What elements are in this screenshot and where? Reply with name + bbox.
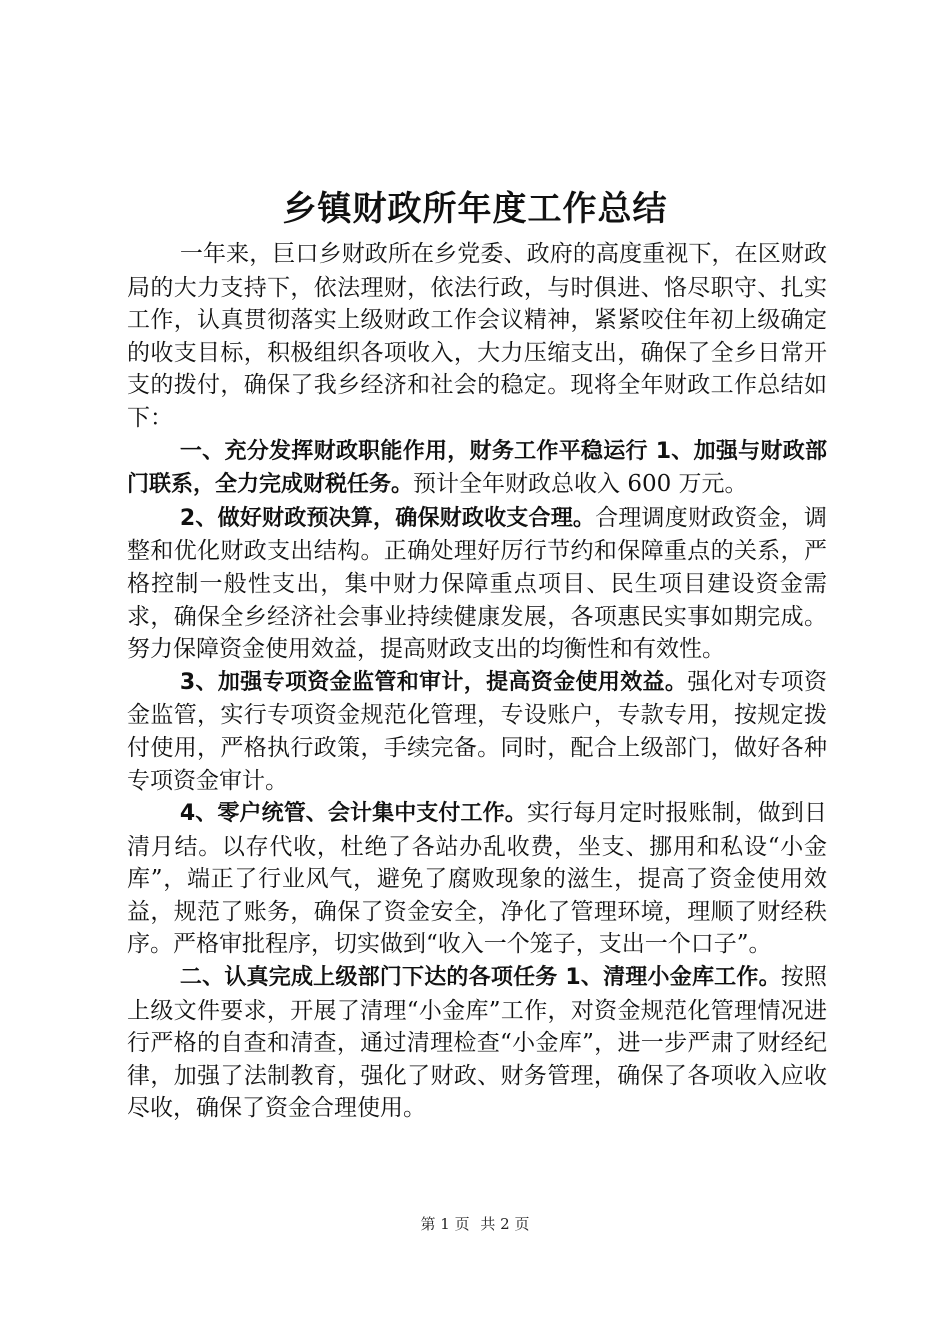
paragraph-heading: 2、做好财政预决算，确保财政收支合理。 [179, 505, 596, 531]
document-body [127, 238, 827, 1125]
paragraph-section-1-item-4 [127, 797, 827, 961]
paragraph-heading: 3、加强专项资金监管和审计，提高资金使用效益。 [179, 669, 688, 695]
page-number: 第 1 页 [420, 1215, 470, 1233]
paragraph-heading: 4、零户统管、会计集中支付工作。 [179, 801, 527, 827]
paragraph-text: 按照上级文件要求，开展了清理“小金库”工作，对资金规范化管理情况进行严格的自查和清查，通过清理检查“小金库”，进一步严肃了财经纪律，加强了法制教育，强化了财政、财务管理，确保了各项收入应收尽收，确保了资金合理使用。 [127, 964, 828, 1122]
paragraph-section-1-item-3 [127, 666, 827, 797]
document-title: 乡镇财政所年度工作总结 [282, 189, 668, 229]
paragraph-text: 合理调度财政资金，调整和优化财政支出结构。正确处理好厉行节约和保障重点的关系，严格控制一般性支出，集中财力保障重点项目、民生项目建设资金需求，确保全乡经济社会事业持续健康发展，各项惠民实事如期完成。努力保障资金使用效益，提高财政支出的均衡性和有效性。 [127, 504, 828, 663]
page-footer [0, 1214, 950, 1234]
paragraph-section-1-item-1 [127, 435, 827, 502]
paragraph-section-2-item-1 [127, 961, 827, 1125]
paragraph-section-1-item-2 [127, 502, 827, 666]
page-total: 共 2 页 [480, 1215, 530, 1233]
paragraph-text: 一年来，巨口乡财政所在乡党委、政府的高度重视下，在区财政局的大力支持下，依法理财，依法行政，与时俱进、恪尽职守、扎实工作，认真贯彻落实上级财政工作会议精神，紧紧咬住年初上级确定的收支目标，积极组织各项收入，大力压缩支出，确保了全乡日常开支的拨付，确保了我乡经济和社会的稳定。现将全年财政工作总结如下： [127, 241, 827, 431]
paragraph-text: 预计全年财政总收入 600 万元。 [413, 471, 748, 498]
paragraph-text: 实行每月定时报账制，做到日清月结。以存代收，杜绝了各站办乱收费，坐支、挪用和私设“小金库”，端正了行业风气，避免了腐败现象的滋生，提高了资金使用效益，规范了账务，确保了资金安全，净化了管理环境，理顺了财经秩序。严格审批程序，切实做到“收入一个笼子，支出一个口子”。 [127, 800, 828, 958]
paragraph-heading: 一、充分发挥财政职能作用，财务工作平稳运行 1、加强与财政部门联系，全力完成财税任务。 [127, 438, 827, 498]
paragraph-text: 强化对专项资金监管，实行专项资金规范化管理，专设账户，专款专用，按规定拨付使用，严格执行政策，手续完备。同时，配合上级部门，做好各种专项资金审计。 [127, 668, 827, 794]
paragraph-intro [127, 238, 827, 435]
paragraph-heading: 二、认真完成上级部门下达的各项任务 1、清理小金库工作。 [179, 965, 781, 991]
